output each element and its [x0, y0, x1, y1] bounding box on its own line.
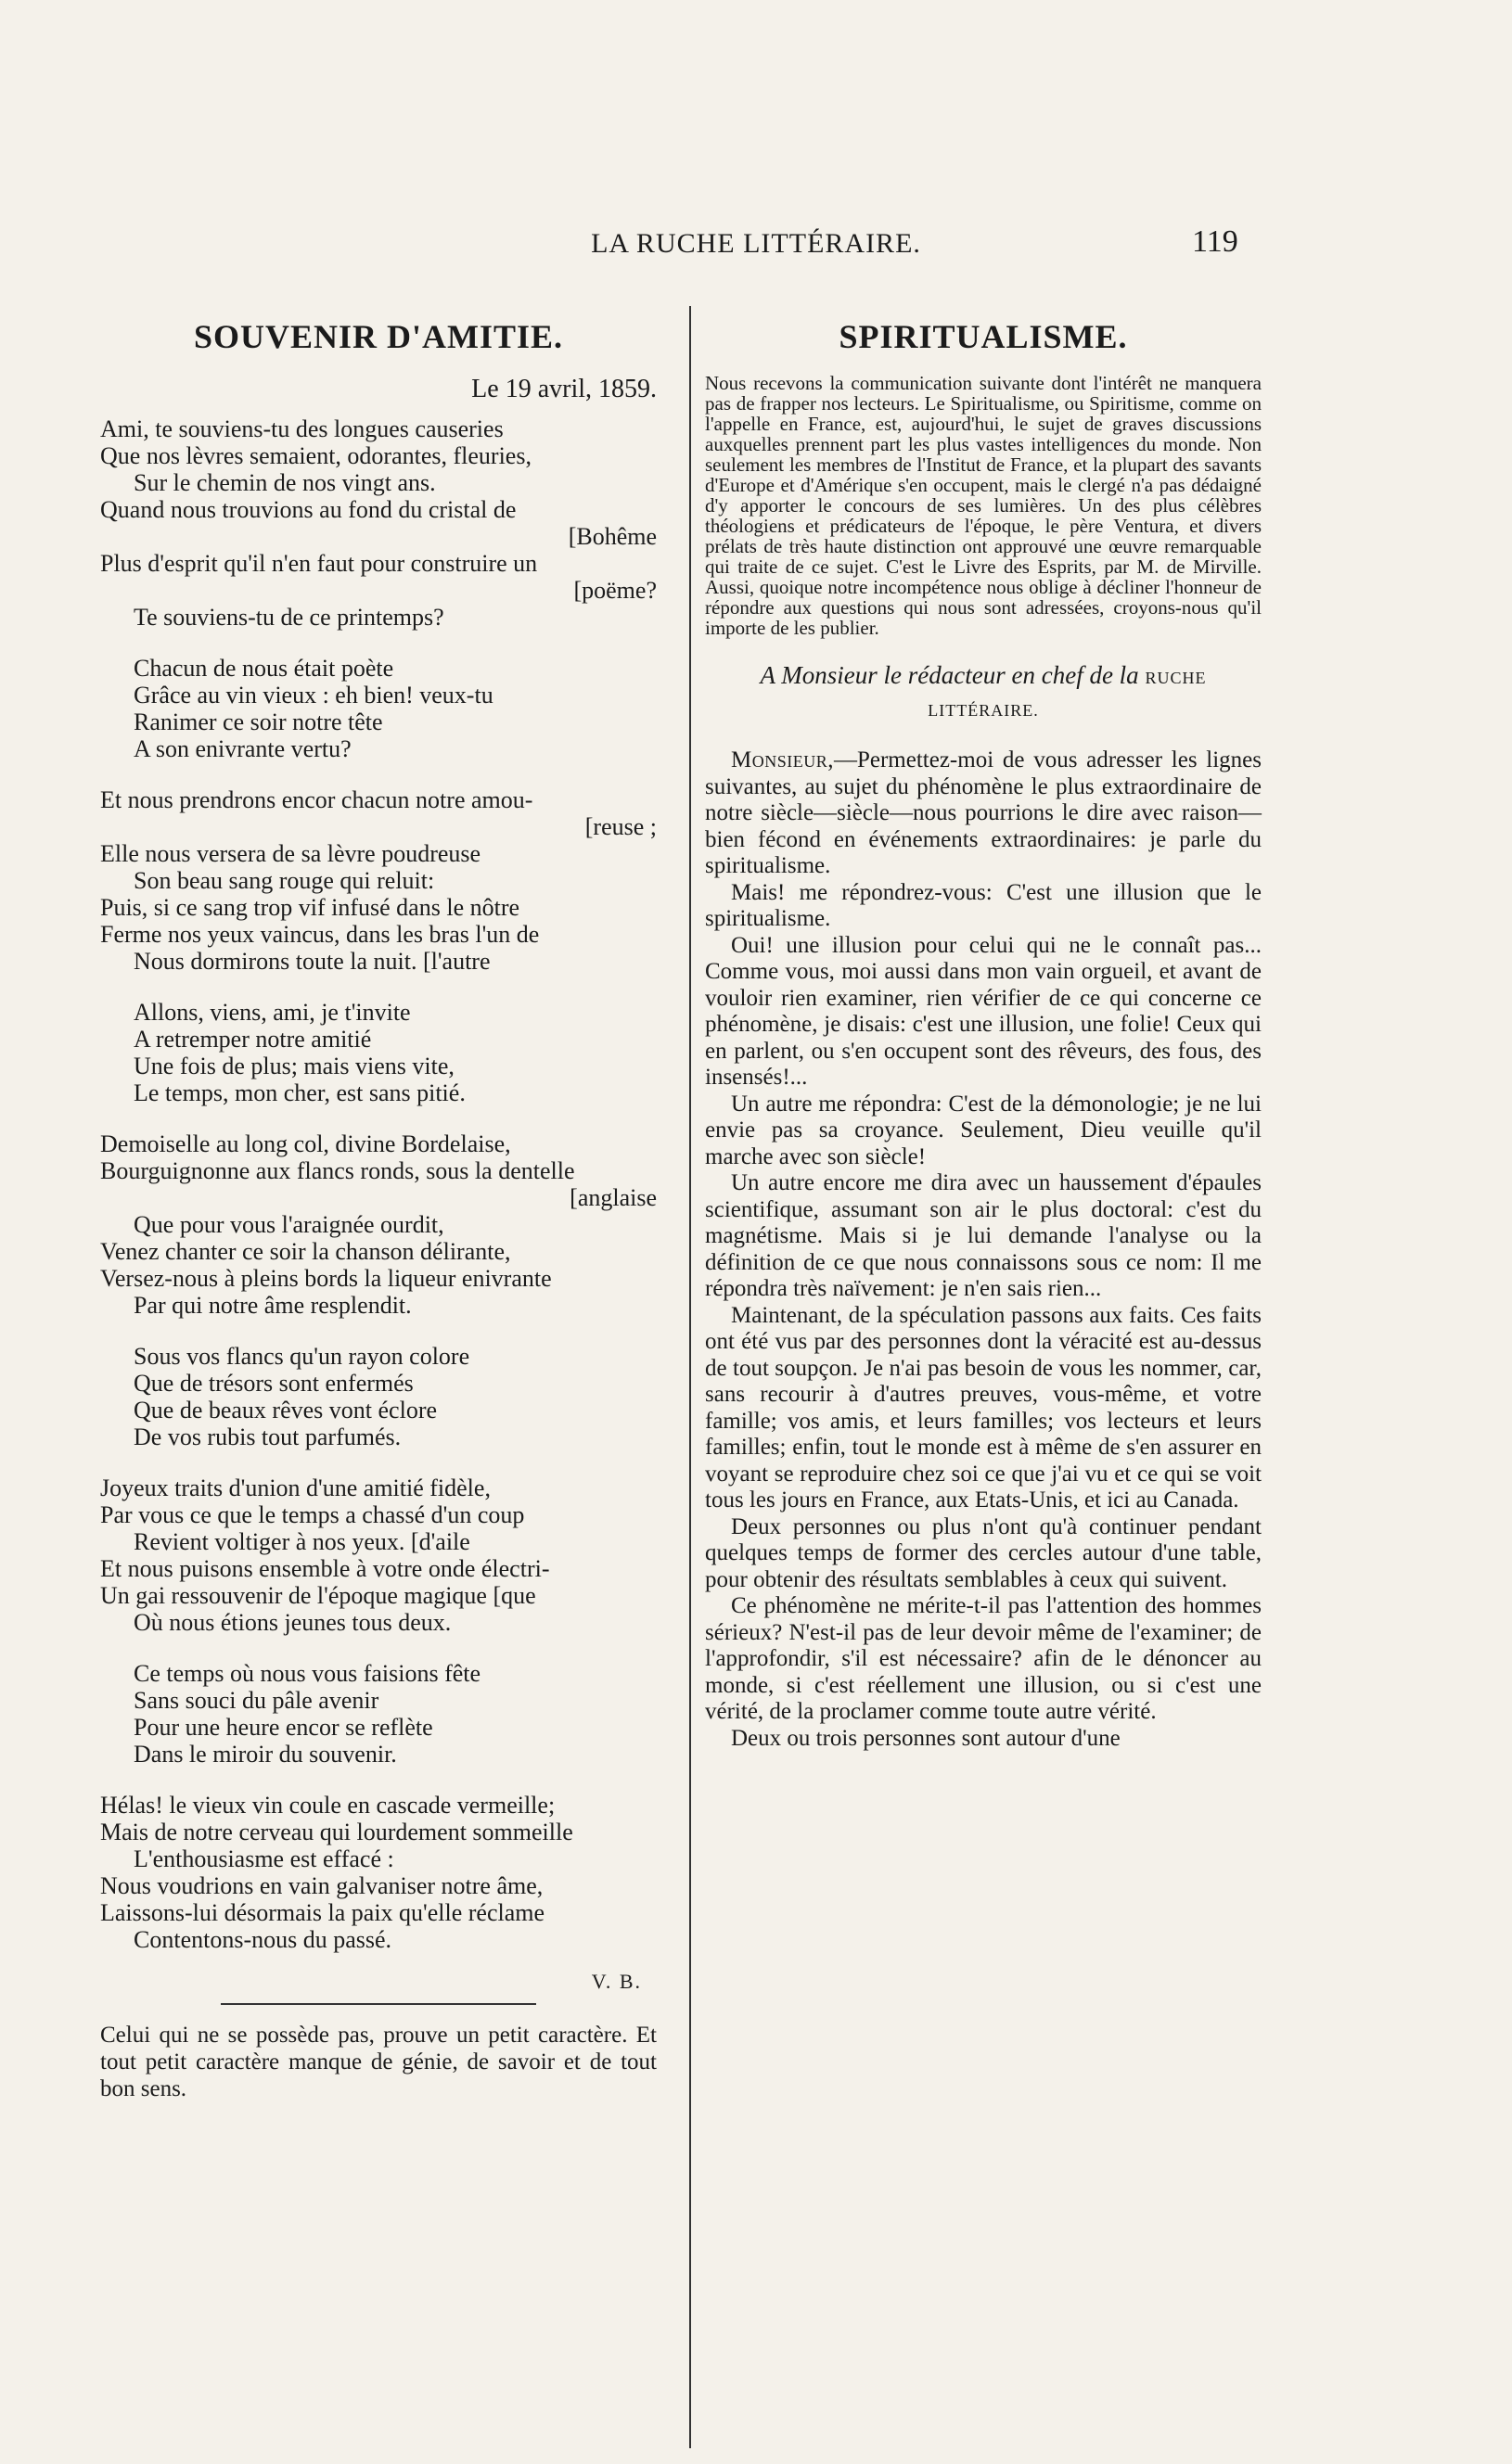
- paragraph: Mais! me répondrez-vous: C'est une illusion que le spiritualisme.: [705, 879, 1262, 931]
- verse-line: L'enthousiasme est effacé :: [134, 1845, 394, 1872]
- verse-line: Par qui notre âme resplendit.: [134, 1292, 412, 1319]
- verse-line: A son enivrante vertu?: [134, 735, 352, 762]
- stanza-4: [100, 999, 657, 1106]
- verse-line: Sous vos flancs qu'un rayon colore: [134, 1343, 470, 1370]
- verse-line: Ranimer ce soir notre tête: [134, 709, 383, 735]
- paragraph-text: —Permettez-moi de vous adresser les lignes suivantes, au sujet du phénomène le plus extraordinaire de notre siècle—siècle—nous pourrions le dire avec raison—bien fécond en événements extraordinaires: je parle du spiritualisme.: [705, 747, 1262, 878]
- verse-line: Plus d'esprit qu'il n'en faut pour construire un: [100, 550, 538, 577]
- stanza-6: [100, 1343, 657, 1450]
- verse-line: De vos rubis tout parfumés.: [134, 1424, 402, 1450]
- verse-line: Te souviens-tu de ce printemps?: [134, 604, 444, 631]
- stanza-8: [100, 1660, 657, 1768]
- verse-line: A retremper notre amitié: [134, 1026, 372, 1053]
- verse-line: Sans souci du pâle avenir: [134, 1687, 379, 1714]
- verse-line: Nous voudrions en vain galvaniser notre âme,: [100, 1872, 544, 1899]
- verse-line: Un gai ressouvenir de l'époque magique [que: [100, 1582, 536, 1609]
- letter-body: [705, 747, 1262, 1752]
- verse-line: [anglaise: [570, 1184, 657, 1211]
- page-number: 119: [1192, 224, 1238, 259]
- poem-title: SOUVENIR D'AMITIE.: [193, 318, 564, 355]
- verse-line: Nous dormirons toute la nuit. [l'autre: [134, 948, 491, 975]
- paragraph: [705, 747, 1262, 880]
- verse-line: Et nous prendrons encor chacun notre amou-: [100, 786, 533, 813]
- running-title: LA RUCHE LITTÉRAIRE.: [591, 228, 921, 259]
- stanza-7: [100, 1475, 657, 1636]
- verse-line: Grâce au vin vieux : eh bien! veux-tu: [134, 682, 493, 709]
- stanza-1: [100, 415, 657, 631]
- verse-line: Joyeux traits d'union d'une amitié fidèle,: [100, 1475, 491, 1501]
- verse-line: Que de trésors sont enfermés: [134, 1370, 414, 1397]
- dedication-text: A Monsieur le rédacteur en chef de la: [760, 661, 1139, 689]
- paragraph: Oui! une illusion pour celui qui ne le connaît pas... Comme vous, moi aussi dans mon vain orgueil, et avant de vouloir rien examiner, rien vérifier de ce qui concerne ce phénomène, je disais: c'est une illusion, une folie! Ceux qui en parlent, ou s'en occupent sont des rêveurs, des fous, des insensés!...: [705, 932, 1262, 1090]
- paragraph: Deux personnes ou plus n'ont qu'à continuer pendant quelques temps de former des cercles autour d'une table, pour obtenir des résultats semblables à ceux qui suivent.: [705, 1513, 1262, 1592]
- verse-line: Revient voltiger à nos yeux. [d'aile: [134, 1528, 470, 1555]
- separator-rule: [221, 2003, 536, 2005]
- verse-line: Elle nous versera de sa lèvre poudreuse: [100, 840, 481, 867]
- stanza-2: [100, 655, 657, 762]
- dedication-ruche: RUCHE: [1145, 669, 1207, 687]
- article-column: [705, 317, 1262, 1752]
- verse-line: Que nos lèvres semaient, odorantes, fleuries,: [100, 442, 532, 469]
- verse-line: Le temps, mon cher, est sans pitié.: [134, 1079, 466, 1106]
- paragraph: Un autre me répondra: C'est de la démonologie; je ne lui envie pas sa croyance. Seulement, Dieu veuille qu'il marche avec son siècle!: [705, 1091, 1262, 1169]
- poem-column: [100, 317, 657, 2102]
- verse-line: Puis, si ce sang trop vif infusé dans le nôtre: [100, 894, 520, 921]
- paragraph: Deux ou trois personnes sont autour d'une: [731, 1725, 1121, 1751]
- verse-line: Ce temps où nous vous faisions fête: [134, 1660, 481, 1687]
- verse-line: Sur le chemin de nos vingt ans.: [134, 469, 436, 496]
- verse-line: Son beau sang rouge qui reluit:: [134, 867, 435, 894]
- verse-line: Que de beaux rêves vont éclore: [134, 1397, 438, 1424]
- paragraph: Maintenant, de la spéculation passons aux faits. Ces faits ont été vus par des personnes dont la véracité est au-dessus de tout soupçon. Je n'ai pas besoin de vous les nommer, car, sans recourir à d'autres preuves, vous-même, et votre famille; vos amis, et leurs familles; vos lecteurs et leurs familles; enfin, tout le monde est à même de s'en assurer en voyant se reproduire chez soi ce que j'ai vu et ce qui se voit tous les jours en France, aux Etats-Unis, et ici au Canada.: [705, 1302, 1262, 1513]
- verse-line: Ferme nos yeux vaincus, dans les bras l'un de: [100, 921, 540, 948]
- poem-signature: V. B.: [591, 1970, 642, 1993]
- verse-line: Que pour vous l'araignée ourdit,: [134, 1211, 444, 1238]
- stanza-9: [100, 1792, 657, 1953]
- verse-line: Chacun de nous était poète: [134, 655, 394, 682]
- editor-note: Nous recevons la communication suivante dont l'intérêt ne manquera pas de frapper nos lecteurs. Le Spiritualisme, ou Spiritisme, comme on l'appelle en France, est, aujourd'hui, le sujet de graves discussions auxquelles prennent part les plus vastes intelligences du monde. Non seulement les membres de l'Institut de France, et la plupart des savants d'Europe et d'Amérique s'en occupent, mais le clergé n'a pas dédaigné d'y apporter le concours de ses lumières. Un des plus célèbres théologiens et prédicateurs de l'époque, le père Ventura, et divers prélats de très haute distinction ont approuvé une œuvre remarquable qui traite de ce sujet. C'est le Livre des Esprits, par M. de Mirville. Aussi, quoique notre incompétence nous oblige à décliner l'honneur de répondre aux questions qui nous sont adressées, croyons-nous qu'il importe de les publier.: [705, 372, 1262, 639]
- article-title: SPIRITUALISME.: [839, 318, 1128, 355]
- verse-line: Pour une heure encor se reflète: [134, 1714, 433, 1741]
- verse-line: Hélas! le vieux vin coule en cascade vermeille;: [100, 1792, 556, 1819]
- verse-line: [reuse ;: [584, 813, 657, 840]
- verse-line: Allons, viens, ami, je t'invite: [134, 999, 411, 1026]
- verse-line: Laissons-lui désormais la paix qu'elle réclame: [100, 1899, 545, 1926]
- verse-line: Bourguignonne aux flancs ronds, sous la dentelle: [100, 1157, 575, 1184]
- stanza-3: [100, 786, 657, 975]
- verse-line: Quand nous trouvions au fond du cristal de: [100, 496, 517, 523]
- verse-line: Par vous ce que le temps a chassé d'un coup: [100, 1501, 525, 1528]
- dedication-litteraire: LITTÉRAIRE.: [928, 701, 1039, 720]
- verse-line: Et nous puisons ensemble à votre onde électri-: [100, 1555, 550, 1582]
- verse-line: Demoiselle au long col, divine Bordelaise,: [100, 1130, 511, 1157]
- letter-heading: [705, 660, 1262, 725]
- poem-date: Le 19 avril, 1859.: [471, 375, 657, 403]
- verse-line: [Bohême: [568, 523, 657, 550]
- verse-line: Mais de notre cerveau qui lourdement sommeille: [100, 1819, 573, 1845]
- stanza-5: [100, 1130, 657, 1319]
- verse-line: Une fois de plus; mais viens vite,: [134, 1053, 455, 1079]
- paragraph: Un autre encore me dira avec un haussement d'épaules scientifique, assumant son air le plus doctoral: c'est du magnétisme. Mais si je lui demande l'analyse ou la définition de ce que nous connaissons sous ce nom: Il me répondra très naïvement: je n'en sais rien...: [705, 1170, 1262, 1301]
- closing-maxim: Celui qui ne se possède pas, prouve un petit caractère. Et tout petit caractère manque de génie, de savoir et de tout bon sens.: [100, 2023, 657, 2101]
- verse-line: Où nous étions jeunes tous deux.: [134, 1609, 452, 1636]
- verse-line: Ami, te souviens-tu des longues causeries: [100, 415, 504, 442]
- verse-line: Venez chanter ce soir la chanson délirante,: [100, 1238, 511, 1265]
- verse-line: Dans le miroir du souvenir.: [134, 1741, 397, 1768]
- verse-line: Versez-nous à pleins bords la liqueur enivrante: [100, 1265, 552, 1292]
- salutation: Monsieur,: [731, 747, 834, 772]
- verse-line: Contentons-nous du passé.: [134, 1926, 392, 1953]
- paragraph: Ce phénomène ne mérite-t-il pas l'attention des hommes sérieux? N'est-il pas de leur devoir même de l'examiner; de l'approfondir, s'il est nécessaire? afin de le dénoncer au monde, si c'est réellement une illusion, ou si c'est une vérité, de la proclamer comme toute autre vérité.: [705, 1593, 1262, 1724]
- column-divider: [689, 306, 691, 2448]
- verse-line: [poëme?: [573, 577, 657, 604]
